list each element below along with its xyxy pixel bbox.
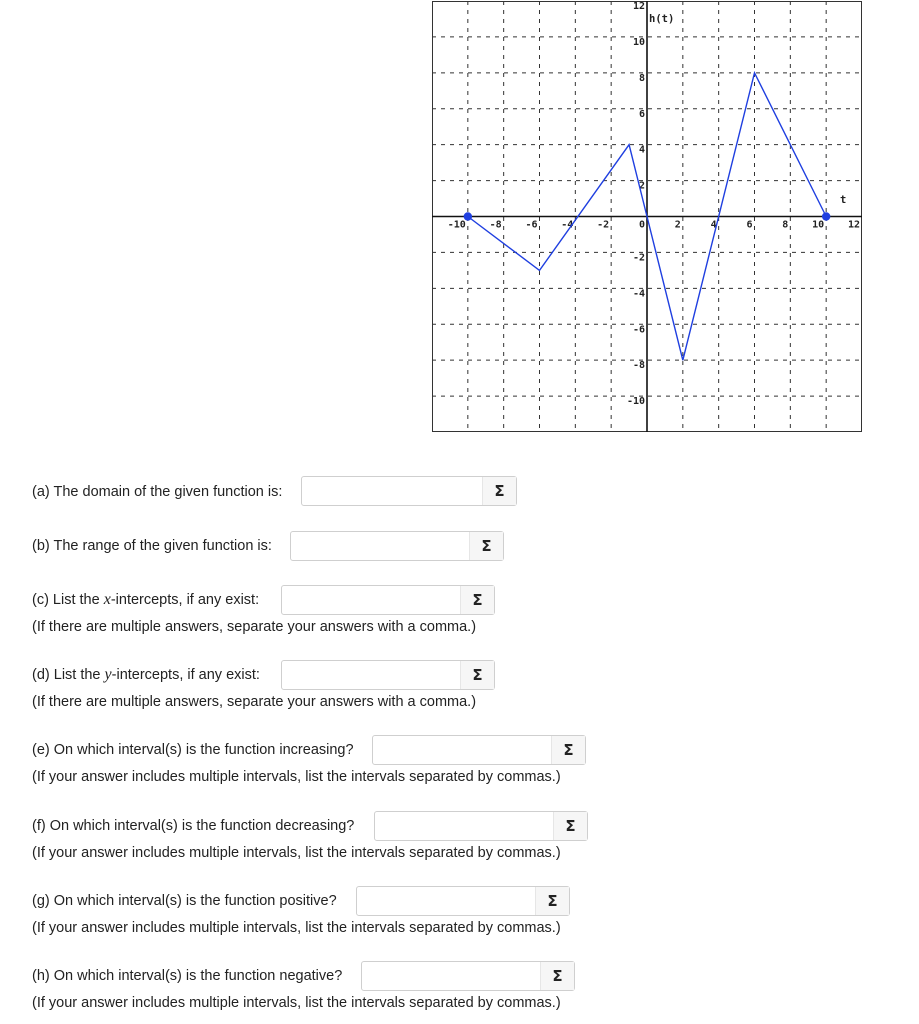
question-f-answer-box — [374, 811, 588, 841]
x-tick-label: -8 — [489, 219, 502, 231]
question-b-input[interactable] — [291, 532, 471, 560]
question-c-input[interactable] — [282, 586, 462, 614]
question-b-equation-editor-button[interactable]: Σ — [469, 532, 503, 560]
question-f-input[interactable] — [375, 812, 555, 840]
y-axis-title: h(t) — [649, 13, 675, 25]
question-g-equation-editor-button[interactable]: Σ — [535, 887, 569, 915]
tick-labels — [448, 1, 860, 407]
question-d-input[interactable] — [282, 661, 462, 689]
y-tick-label: 10 — [632, 36, 645, 48]
question-c-label — [32, 590, 259, 610]
x-tick-label: 12 — [847, 219, 860, 231]
question-e-answer-box — [372, 735, 586, 765]
question-d-answer-box — [281, 660, 495, 690]
graph-svg — [432, 1, 862, 432]
question-g-label — [32, 891, 337, 911]
y-tick-label: 8 — [638, 72, 645, 84]
question-h-instruction: (If your answer includes multiple intervals, list the intervals separated by commas.) — [32, 995, 561, 1011]
question-a-text: (a) The domain of the given function is: — [32, 484, 283, 500]
y-tick-label: -6 — [632, 324, 645, 336]
question-e-label — [32, 740, 354, 760]
question-g-instruction: (If your answer includes multiple intervals, list the intervals separated by commas.) — [32, 920, 561, 936]
y-tick-label: 6 — [638, 108, 645, 120]
y-tick-label: -8 — [632, 360, 645, 372]
question-h-text: (h) On which interval(s) is the function negative? — [32, 968, 343, 984]
question-f-label — [32, 816, 354, 836]
x-axis-title: t — [840, 194, 847, 206]
question-e-text: (e) On which interval(s) is the function increasing? — [32, 742, 354, 758]
question-c-text-end: -intercepts, if any exist: — [110, 592, 260, 608]
question-f-text: (f) On which interval(s) is the function decreasing? — [32, 818, 355, 834]
question-f-equation-editor-button[interactable]: Σ — [553, 812, 587, 840]
question-h-input[interactable] — [362, 962, 542, 990]
question-c-variable: x — [103, 591, 111, 608]
question-a-answer-box — [301, 476, 517, 506]
question-g-text: (g) On which interval(s) is the function positive? — [32, 893, 337, 909]
x-tick-label: 0 — [638, 219, 645, 231]
question-a-input[interactable] — [302, 477, 484, 505]
question-c-text-start: (c) List the — [32, 592, 104, 608]
y-tick-label: 12 — [632, 1, 645, 12]
question-h-answer-box — [361, 961, 575, 991]
question-a-equation-editor-button[interactable]: Σ — [482, 477, 516, 505]
question-d-text-start: (d) List the — [32, 667, 105, 683]
question-c-equation-editor-button[interactable]: Σ — [460, 586, 494, 614]
question-b-text: (b) The range of the given function is: — [32, 538, 272, 554]
question-c-instruction: (If there are multiple answers, separate your answers with a comma.) — [32, 619, 477, 635]
x-tick-label: 6 — [746, 219, 753, 231]
endpoint-dot — [822, 212, 830, 220]
y-tick-label: 2 — [638, 180, 645, 192]
x-tick-label: 10 — [812, 219, 825, 231]
question-g-answer-box — [356, 886, 570, 916]
question-d-instruction: (If there are multiple answers, separate your answers with a comma.) — [32, 694, 477, 710]
x-tick-label: -6 — [525, 219, 538, 231]
question-d-variable: y — [104, 666, 112, 683]
question-h-equation-editor-button[interactable]: Σ — [540, 962, 574, 990]
question-c-answer-box — [281, 585, 495, 615]
y-tick-label: -4 — [632, 288, 645, 300]
y-tick-label: 4 — [638, 144, 645, 156]
endpoint-dot — [464, 212, 472, 220]
question-e-equation-editor-button[interactable]: Σ — [551, 736, 585, 764]
x-tick-label: 2 — [674, 219, 681, 231]
question-e-input[interactable] — [373, 736, 553, 764]
question-g-input[interactable] — [357, 887, 537, 915]
function-graph — [432, 1, 862, 432]
question-d-equation-editor-button[interactable]: Σ — [460, 661, 494, 689]
question-h-label — [32, 966, 342, 986]
question-d-label — [32, 665, 260, 685]
x-tick-label: 4 — [710, 219, 717, 231]
question-f-instruction: (If your answer includes multiple intervals, list the intervals separated by commas.) — [32, 845, 561, 861]
question-b-label — [32, 536, 272, 556]
x-tick-label: 8 — [782, 219, 789, 231]
x-tick-label: -2 — [597, 219, 610, 231]
x-tick-label: -10 — [447, 219, 466, 231]
x-tick-label: -4 — [561, 219, 574, 231]
y-tick-label: -10 — [626, 396, 645, 408]
y-tick-label: -2 — [632, 252, 645, 264]
question-e-instruction: (If your answer includes multiple intervals, list the intervals separated by commas.) — [32, 769, 561, 785]
question-d-text-end: -intercepts, if any exist: — [111, 667, 260, 683]
question-b-answer-box — [290, 531, 504, 561]
question-a-label — [32, 482, 282, 502]
